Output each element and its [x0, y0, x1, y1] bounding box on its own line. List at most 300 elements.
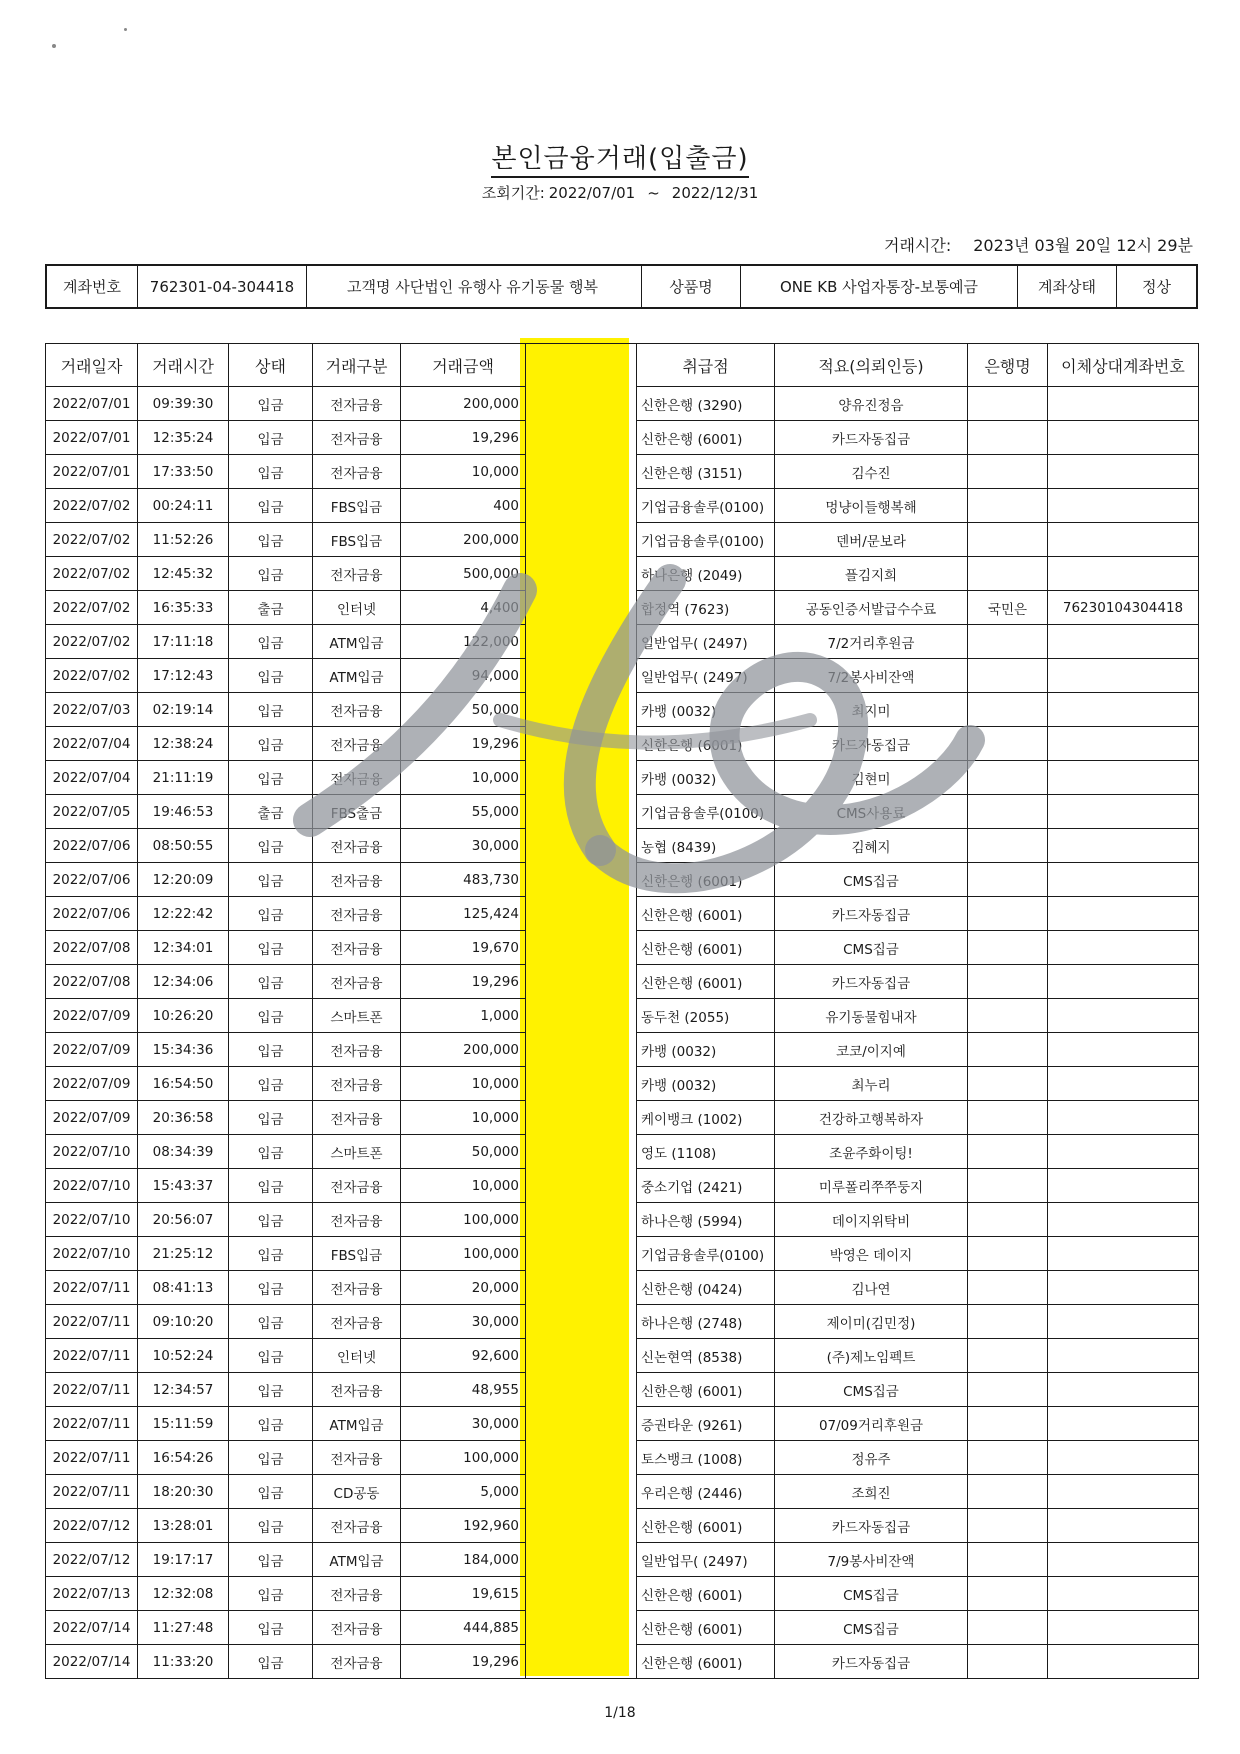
cell-blank [526, 1407, 637, 1441]
cell-date: 2022/07/09 [46, 1033, 138, 1067]
cell-time: 15:34:36 [138, 1033, 229, 1067]
cell-date: 2022/07/11 [46, 1339, 138, 1373]
cell-counter-account [1048, 1033, 1199, 1067]
cell-branch: 증권타운 (9261) [637, 1407, 775, 1441]
cell-memo: 카드자동집금 [775, 727, 968, 761]
cell-status: 입금 [229, 455, 313, 489]
cell-counter-account [1048, 727, 1199, 761]
cell-date: 2022/07/09 [46, 999, 138, 1033]
cell-blank [526, 557, 637, 591]
product-label: 상품명 [642, 265, 741, 308]
cell-amount: 100,000 [401, 1203, 526, 1237]
cell-amount: 500,000 [401, 557, 526, 591]
cell-counter-account [1048, 829, 1199, 863]
cell-bank [968, 1237, 1048, 1271]
cell-counter-account [1048, 1577, 1199, 1611]
cell-type: 전자금융 [313, 421, 401, 455]
table-row [46, 863, 1199, 897]
query-period [0, 182, 1240, 203]
cell-type: 전자금융 [313, 1577, 401, 1611]
cell-bank [968, 1101, 1048, 1135]
cell-amount: 50,000 [401, 1135, 526, 1169]
cell-date: 2022/07/10 [46, 1169, 138, 1203]
cell-status: 입금 [229, 557, 313, 591]
cell-memo: 코코/이지예 [775, 1033, 968, 1067]
cell-bank [968, 829, 1048, 863]
cell-type: 전자금융 [313, 931, 401, 965]
cell-type: 인터넷 [313, 591, 401, 625]
cell-bank [968, 965, 1048, 999]
account-status-value: 정상 [1117, 265, 1198, 308]
cell-date: 2022/07/08 [46, 931, 138, 965]
cell-blank [526, 523, 637, 557]
cell-branch: 케이뱅크 (1002) [637, 1101, 775, 1135]
cell-blank [526, 1509, 637, 1543]
cell-counter-account [1048, 965, 1199, 999]
cell-counter-account [1048, 1407, 1199, 1441]
cell-amount: 19,296 [401, 965, 526, 999]
cell-memo: CMS집금 [775, 1611, 968, 1645]
cell-status: 입금 [229, 1543, 313, 1577]
cell-branch: 신한은행 (6001) [637, 1509, 775, 1543]
table-row [46, 1033, 1199, 1067]
cell-memo: 카드자동집금 [775, 965, 968, 999]
cell-date: 2022/07/06 [46, 863, 138, 897]
cell-time: 12:34:01 [138, 931, 229, 965]
cell-bank [968, 1645, 1048, 1679]
cell-status: 입금 [229, 421, 313, 455]
cell-branch: 신한은행 (6001) [637, 1373, 775, 1407]
cell-time: 19:17:17 [138, 1543, 229, 1577]
cell-blank [526, 1441, 637, 1475]
table-row [46, 999, 1199, 1033]
cell-date: 2022/07/01 [46, 455, 138, 489]
cell-status: 입금 [229, 1271, 313, 1305]
cell-date: 2022/07/02 [46, 659, 138, 693]
cell-counter-account [1048, 1441, 1199, 1475]
cell-bank [968, 1373, 1048, 1407]
cell-amount: 200,000 [401, 387, 526, 421]
cell-memo: 카드자동집금 [775, 421, 968, 455]
column-header: 이체상대계좌번호 [1048, 344, 1199, 387]
cell-date: 2022/07/01 [46, 387, 138, 421]
cell-status: 출금 [229, 795, 313, 829]
cell-branch: 신한은행 (3151) [637, 455, 775, 489]
cell-amount: 125,424 [401, 897, 526, 931]
column-header-blank [526, 344, 637, 387]
cell-date: 2022/07/11 [46, 1407, 138, 1441]
cell-counter-account [1048, 761, 1199, 795]
cell-blank [526, 489, 637, 523]
cell-blank [526, 999, 637, 1033]
cell-branch: 신한은행 (6001) [637, 1577, 775, 1611]
cell-status: 입금 [229, 693, 313, 727]
cell-time: 08:41:13 [138, 1271, 229, 1305]
cell-memo: 양유진정음 [775, 387, 968, 421]
cell-time: 15:43:37 [138, 1169, 229, 1203]
cell-memo: 7/9봉사비잔액 [775, 1543, 968, 1577]
cell-bank [968, 455, 1048, 489]
cell-counter-account [1048, 693, 1199, 727]
period-from: 2022/07/01 [548, 184, 636, 202]
cell-amount: 19,670 [401, 931, 526, 965]
customer-name [307, 265, 642, 308]
cell-counter-account [1048, 1509, 1199, 1543]
cell-counter-account [1048, 1101, 1199, 1135]
column-header: 상태 [229, 344, 313, 387]
account-status-label: 계좌상태 [1018, 265, 1117, 308]
cell-bank [968, 489, 1048, 523]
cell-date: 2022/07/11 [46, 1305, 138, 1339]
cell-time: 12:34:57 [138, 1373, 229, 1407]
cell-status: 출금 [229, 591, 313, 625]
cell-counter-account [1048, 557, 1199, 591]
cell-bank [968, 1169, 1048, 1203]
cell-blank [526, 1475, 637, 1509]
cell-memo: 박영은 데이지 [775, 1237, 968, 1271]
account-no-label: 계좌번호 [46, 265, 138, 308]
cell-memo: 조윤주화이팅! [775, 1135, 968, 1169]
cell-status: 입금 [229, 489, 313, 523]
cell-amount: 444,885 [401, 1611, 526, 1645]
cell-branch: 기업금융솔루(0100) [637, 1237, 775, 1271]
cell-type: 전자금융 [313, 1611, 401, 1645]
table-row [46, 829, 1199, 863]
cell-status: 입금 [229, 761, 313, 795]
table-row [46, 1441, 1199, 1475]
cell-bank [968, 557, 1048, 591]
cell-branch: 신한은행 (6001) [637, 931, 775, 965]
cell-amount: 55,000 [401, 795, 526, 829]
table-row [46, 1067, 1199, 1101]
cell-counter-account [1048, 1305, 1199, 1339]
cell-type: CD공동 [313, 1475, 401, 1509]
table-row [46, 1203, 1199, 1237]
cell-type: FBS입금 [313, 1237, 401, 1271]
column-header: 거래일자 [46, 344, 138, 387]
table-row [46, 1305, 1199, 1339]
cell-blank [526, 761, 637, 795]
cell-date: 2022/07/05 [46, 795, 138, 829]
cell-blank [526, 1101, 637, 1135]
table-row [46, 1271, 1199, 1305]
cell-bank [968, 1509, 1048, 1543]
customer-label: 고객명 [347, 278, 391, 296]
cell-memo: 최누리 [775, 1067, 968, 1101]
table-row [46, 1101, 1199, 1135]
cell-memo: CMS집금 [775, 1577, 968, 1611]
cell-blank [526, 1271, 637, 1305]
cell-branch: 신한은행 (6001) [637, 863, 775, 897]
cell-amount: 19,296 [401, 421, 526, 455]
cell-time: 12:38:24 [138, 727, 229, 761]
cell-bank [968, 795, 1048, 829]
cell-memo: 07/09거리후원금 [775, 1407, 968, 1441]
cell-memo: 김현미 [775, 761, 968, 795]
cell-amount: 19,296 [401, 727, 526, 761]
cell-counter-account: 76230104304418 [1048, 591, 1199, 625]
table-row [46, 1475, 1199, 1509]
table-row [46, 421, 1199, 455]
cell-bank [968, 1135, 1048, 1169]
cell-date: 2022/07/02 [46, 489, 138, 523]
cell-time: 16:54:50 [138, 1067, 229, 1101]
table-row [46, 1407, 1199, 1441]
cell-date: 2022/07/02 [46, 625, 138, 659]
cell-date: 2022/07/02 [46, 523, 138, 557]
cell-amount: 483,730 [401, 863, 526, 897]
table-row [46, 897, 1199, 931]
cell-status: 입금 [229, 625, 313, 659]
cell-amount: 10,000 [401, 761, 526, 795]
cell-time: 16:35:33 [138, 591, 229, 625]
cell-date: 2022/07/11 [46, 1475, 138, 1509]
cell-memo: 미루폴리쭈쭈둥지 [775, 1169, 968, 1203]
cell-counter-account [1048, 1373, 1199, 1407]
cell-time: 11:27:48 [138, 1611, 229, 1645]
cell-status: 입금 [229, 659, 313, 693]
customer-value: 사단법인 유행사 유기동물 행복 [395, 278, 598, 296]
cell-branch: 토스뱅크 (1008) [637, 1441, 775, 1475]
cell-bank [968, 761, 1048, 795]
cell-branch: 신논현역 (8538) [637, 1339, 775, 1373]
cell-type: FBS입금 [313, 523, 401, 557]
table-row [46, 965, 1199, 999]
cell-date: 2022/07/01 [46, 421, 138, 455]
cell-amount: 400 [401, 489, 526, 523]
cell-branch: 우리은행 (2446) [637, 1475, 775, 1509]
cell-status: 입금 [229, 829, 313, 863]
cell-counter-account [1048, 625, 1199, 659]
cell-time: 10:26:20 [138, 999, 229, 1033]
cell-bank: 국민은 [968, 591, 1048, 625]
cell-blank [526, 1203, 637, 1237]
cell-counter-account [1048, 1645, 1199, 1679]
table-row [46, 455, 1199, 489]
column-header: 취급점 [637, 344, 775, 387]
cell-memo: 김혜지 [775, 829, 968, 863]
cell-type: FBS입금 [313, 489, 401, 523]
cell-memo: (주)제노임펙트 [775, 1339, 968, 1373]
cell-date: 2022/07/14 [46, 1645, 138, 1679]
cell-time: 02:19:14 [138, 693, 229, 727]
product-value: ONE KB 사업자통장-보통예금 [741, 265, 1018, 308]
cell-bank [968, 1543, 1048, 1577]
cell-counter-account [1048, 931, 1199, 965]
cell-bank [968, 1305, 1048, 1339]
cell-branch: 합정역 (7623) [637, 591, 775, 625]
table-row [46, 1645, 1199, 1679]
cell-amount: 192,960 [401, 1509, 526, 1543]
cell-blank [526, 1543, 637, 1577]
cell-status: 입금 [229, 1203, 313, 1237]
cell-type: 전자금융 [313, 1373, 401, 1407]
cell-time: 00:24:11 [138, 489, 229, 523]
cell-memo: 조희진 [775, 1475, 968, 1509]
cell-memo: 정유주 [775, 1441, 968, 1475]
cell-status: 입금 [229, 931, 313, 965]
table-row [46, 795, 1199, 829]
cell-date: 2022/07/03 [46, 693, 138, 727]
cell-counter-account [1048, 1067, 1199, 1101]
cell-time: 13:28:01 [138, 1509, 229, 1543]
cell-blank [526, 829, 637, 863]
cell-memo: 플김지희 [775, 557, 968, 591]
cell-branch: 신한은행 (6001) [637, 897, 775, 931]
cell-branch: 기업금융솔루(0100) [637, 489, 775, 523]
cell-blank [526, 1339, 637, 1373]
cell-time: 11:52:26 [138, 523, 229, 557]
cell-branch: 신한은행 (6001) [637, 1611, 775, 1645]
column-header: 거래구분 [313, 344, 401, 387]
cell-time: 12:35:24 [138, 421, 229, 455]
cell-bank [968, 693, 1048, 727]
cell-blank [526, 1135, 637, 1169]
cell-type: 스마트폰 [313, 999, 401, 1033]
cell-blank [526, 1237, 637, 1271]
cell-bank [968, 625, 1048, 659]
table-row [46, 387, 1199, 421]
cell-blank [526, 1577, 637, 1611]
cell-type: 전자금융 [313, 1169, 401, 1203]
cell-branch: 일반업무( (2497) [637, 1543, 775, 1577]
cell-time: 20:36:58 [138, 1101, 229, 1135]
cell-amount: 30,000 [401, 1305, 526, 1339]
cell-date: 2022/07/11 [46, 1441, 138, 1475]
cell-date: 2022/07/02 [46, 557, 138, 591]
cell-amount: 1,000 [401, 999, 526, 1033]
cell-bank [968, 931, 1048, 965]
cell-memo: 김수진 [775, 455, 968, 489]
column-header: 거래금액 [401, 344, 526, 387]
cell-date: 2022/07/10 [46, 1135, 138, 1169]
cell-amount: 92,600 [401, 1339, 526, 1373]
cell-memo: CMS집금 [775, 1373, 968, 1407]
table-row [46, 1169, 1199, 1203]
cell-blank [526, 931, 637, 965]
cell-date: 2022/07/04 [46, 761, 138, 795]
cell-date: 2022/07/08 [46, 965, 138, 999]
cell-memo: CMS사용료 [775, 795, 968, 829]
cell-memo: 유기동물힘내자 [775, 999, 968, 1033]
cell-bank [968, 1067, 1048, 1101]
cell-type: ATM입금 [313, 625, 401, 659]
table-row [46, 659, 1199, 693]
cell-type: 전자금융 [313, 1509, 401, 1543]
table-row [46, 1373, 1199, 1407]
cell-branch: 중소기업 (2421) [637, 1169, 775, 1203]
table-row [46, 727, 1199, 761]
transaction-table [45, 343, 1199, 1679]
cell-counter-account [1048, 523, 1199, 557]
cell-bank [968, 1339, 1048, 1373]
cell-branch: 신한은행 (3290) [637, 387, 775, 421]
cell-branch: 신한은행 (6001) [637, 1645, 775, 1679]
cell-counter-account [1048, 659, 1199, 693]
cell-blank [526, 795, 637, 829]
cell-amount: 19,296 [401, 1645, 526, 1679]
cell-branch: 카뱅 (0032) [637, 1033, 775, 1067]
cell-blank [526, 965, 637, 999]
cell-bank [968, 897, 1048, 931]
cell-status: 입금 [229, 1237, 313, 1271]
cell-memo: 공동인증서발급수수료 [775, 591, 968, 625]
cell-status: 입금 [229, 1101, 313, 1135]
cell-time: 17:33:50 [138, 455, 229, 489]
account-no-value: 762301-04-304418 [138, 265, 307, 308]
cell-bank [968, 1441, 1048, 1475]
cell-bank [968, 1203, 1048, 1237]
page-title: 본인금융거래(입출금) [0, 138, 1240, 175]
cell-memo: 7/2거리후원금 [775, 625, 968, 659]
period-separator: ~ [647, 184, 660, 202]
cell-status: 입금 [229, 1169, 313, 1203]
cell-type: 전자금융 [313, 727, 401, 761]
cell-memo: 제이미(김민정) [775, 1305, 968, 1339]
cell-date: 2022/07/12 [46, 1543, 138, 1577]
cell-bank [968, 1033, 1048, 1067]
cell-blank [526, 693, 637, 727]
cell-branch: 신한은행 (6001) [637, 965, 775, 999]
cell-branch: 영도 (1108) [637, 1135, 775, 1169]
cell-status: 입금 [229, 1407, 313, 1441]
cell-bank [968, 863, 1048, 897]
table-row [46, 1135, 1199, 1169]
cell-time: 12:45:32 [138, 557, 229, 591]
column-header: 적요(의뢰인등) [775, 344, 968, 387]
cell-branch: 기업금융솔루(0100) [637, 523, 775, 557]
cell-blank [526, 1305, 637, 1339]
cell-bank [968, 421, 1048, 455]
table-row [46, 1577, 1199, 1611]
table-row [46, 1339, 1199, 1373]
cell-type: 전자금융 [313, 1101, 401, 1135]
cell-branch: 동두천 (2055) [637, 999, 775, 1033]
cell-date: 2022/07/12 [46, 1509, 138, 1543]
cell-counter-account [1048, 489, 1199, 523]
cell-bank [968, 1611, 1048, 1645]
cell-date: 2022/07/02 [46, 591, 138, 625]
cell-branch: 일반업무( (2497) [637, 659, 775, 693]
cell-branch: 하나은행 (2049) [637, 557, 775, 591]
cell-counter-account [1048, 1543, 1199, 1577]
cell-type: 전자금융 [313, 1645, 401, 1679]
cell-amount: 5,000 [401, 1475, 526, 1509]
cell-date: 2022/07/10 [46, 1203, 138, 1237]
cell-bank [968, 659, 1048, 693]
cell-time: 08:34:39 [138, 1135, 229, 1169]
cell-branch: 카뱅 (0032) [637, 693, 775, 727]
cell-amount: 100,000 [401, 1441, 526, 1475]
table-row [46, 1509, 1199, 1543]
cell-amount: 184,000 [401, 1543, 526, 1577]
cell-status: 입금 [229, 523, 313, 557]
table-row [46, 489, 1199, 523]
cell-date: 2022/07/09 [46, 1067, 138, 1101]
cell-date: 2022/07/11 [46, 1373, 138, 1407]
cell-status: 입금 [229, 727, 313, 761]
cell-branch: 신한은행 (6001) [637, 727, 775, 761]
cell-status: 입금 [229, 965, 313, 999]
table-row [46, 761, 1199, 795]
cell-time: 20:56:07 [138, 1203, 229, 1237]
cell-type: FBS출금 [313, 795, 401, 829]
cell-type: 전자금융 [313, 761, 401, 795]
cell-bank [968, 523, 1048, 557]
cell-blank [526, 863, 637, 897]
cell-amount: 200,000 [401, 1033, 526, 1067]
cell-blank [526, 421, 637, 455]
